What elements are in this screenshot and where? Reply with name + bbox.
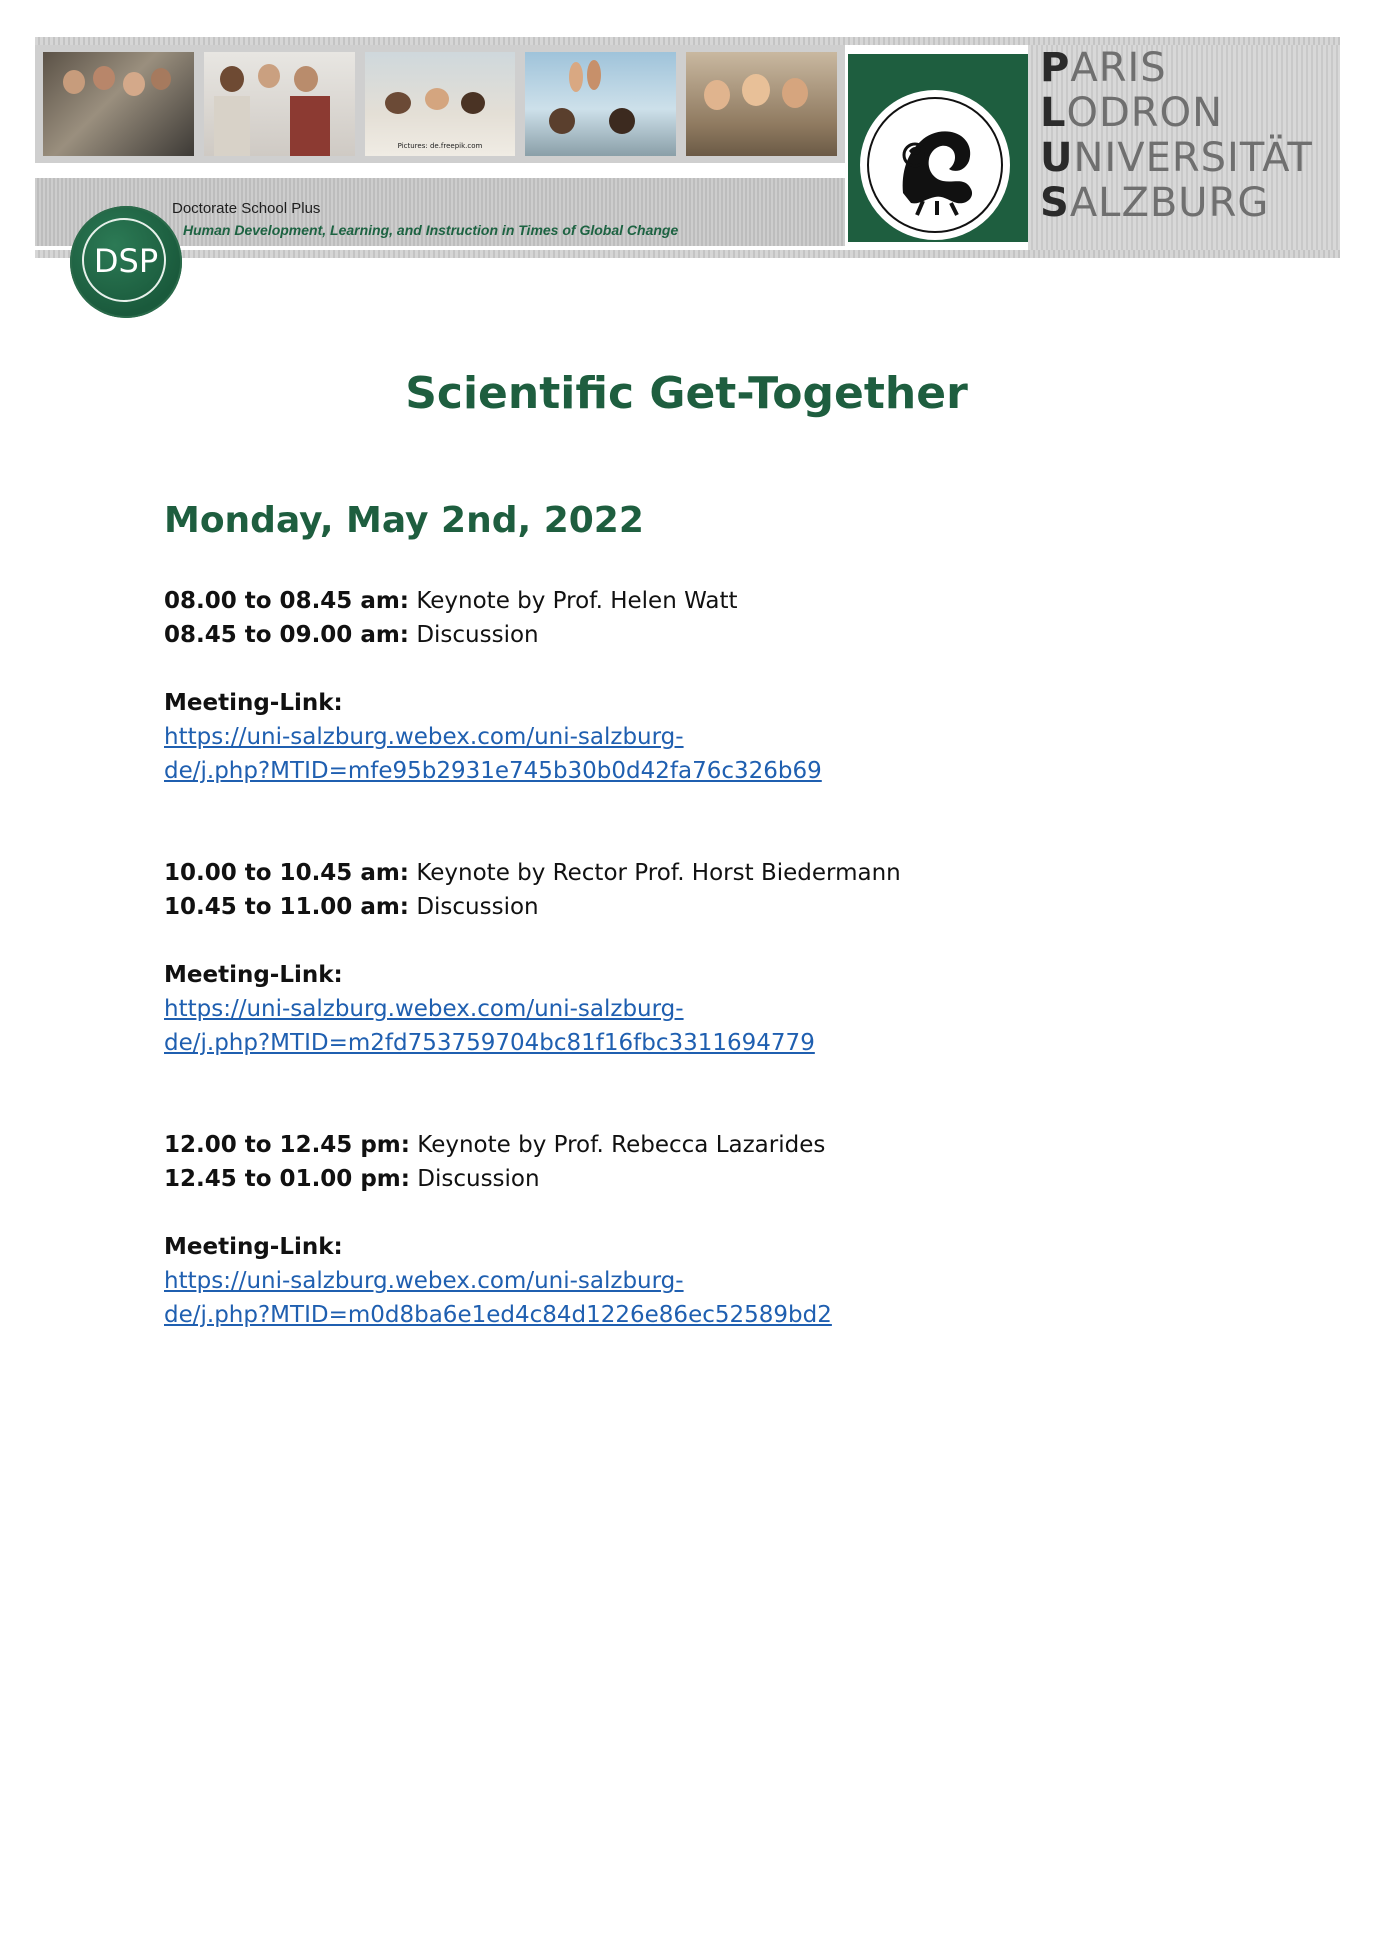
banner-top-strip xyxy=(35,37,1340,45)
dsp-logo xyxy=(70,206,182,318)
discussion-text: Discussion xyxy=(409,1166,540,1192)
discussion-time: 08.45 to 09.00 am: xyxy=(164,622,410,648)
photo-students-lying xyxy=(365,52,516,156)
session-3 xyxy=(164,1128,1164,1332)
photo-students-group xyxy=(43,52,194,156)
meeting-link-label: Meeting-Link: xyxy=(164,690,343,716)
meeting-link-label: Meeting-Link: xyxy=(164,1234,343,1260)
photo-friends-selfie xyxy=(686,52,837,156)
meeting-link[interactable]: https://uni-salzburg.webex.com/uni-salzburg- de/j.php?MTID=mfe95b2931e745b30b0d42fa76c326b69 xyxy=(164,724,822,784)
university-name xyxy=(1040,46,1313,226)
keynote-line xyxy=(164,584,1164,618)
keynote-line xyxy=(164,856,1164,890)
school-subtitle: Human Development, Learning, and Instruction in Times of Global Change xyxy=(183,222,679,238)
photo-credit: Pictures: de.freepik.com xyxy=(397,142,483,150)
university-lion-seal-icon xyxy=(860,90,1010,240)
discussion-line xyxy=(164,618,1164,652)
page-title: Scientific Get-Together xyxy=(405,368,968,419)
photo-strip xyxy=(35,45,845,163)
keynote-time: 12.00 to 12.45 pm: xyxy=(164,1132,410,1158)
banner-bottom-strip xyxy=(35,250,1340,258)
university-line-3: UNIVERSITÄT xyxy=(1040,135,1313,181)
keynote-text: Keynote by Rector Prof. Horst Biedermann xyxy=(409,860,901,886)
date-heading: Monday, May 2nd, 2022 xyxy=(164,500,644,541)
university-line-2: LODRON xyxy=(1040,90,1223,136)
discussion-text: Discussion xyxy=(409,894,539,920)
session-1 xyxy=(164,584,1164,788)
school-name: Doctorate School Plus xyxy=(172,200,321,217)
photo-students-books xyxy=(204,52,355,156)
university-line-1: PARIS xyxy=(1040,45,1167,91)
keynote-line xyxy=(164,1128,1164,1162)
session-2 xyxy=(164,856,1164,1060)
discussion-time: 10.45 to 11.00 am: xyxy=(164,894,410,920)
discussion-line xyxy=(164,1162,1164,1196)
keynote-text: Keynote by Prof. Rebecca Lazarides xyxy=(409,1132,826,1158)
dsp-logo-text: DSP xyxy=(93,242,159,280)
discussion-text: Discussion xyxy=(409,622,539,648)
discussion-line xyxy=(164,890,1164,924)
photo-high-five xyxy=(525,52,676,156)
keynote-time: 10.00 to 10.45 am: xyxy=(164,860,410,886)
meeting-link-label: Meeting-Link: xyxy=(164,962,343,988)
meeting-link[interactable]: https://uni-salzburg.webex.com/uni-salzburg- de/j.php?MTID=m2fd753759704bc81f16fbc3311694779 xyxy=(164,996,815,1056)
discussion-time: 12.45 to 01.00 pm: xyxy=(164,1166,410,1192)
meeting-link[interactable]: https://uni-salzburg.webex.com/uni-salzburg- de/j.php?MTID=m0d8ba6e1ed4c84d1226e86ec52589bd2 xyxy=(164,1268,832,1328)
keynote-text: Keynote by Prof. Helen Watt xyxy=(409,588,738,614)
university-line-4: SALZBURG xyxy=(1040,180,1270,226)
keynote-time: 08.00 to 08.45 am: xyxy=(164,588,410,614)
